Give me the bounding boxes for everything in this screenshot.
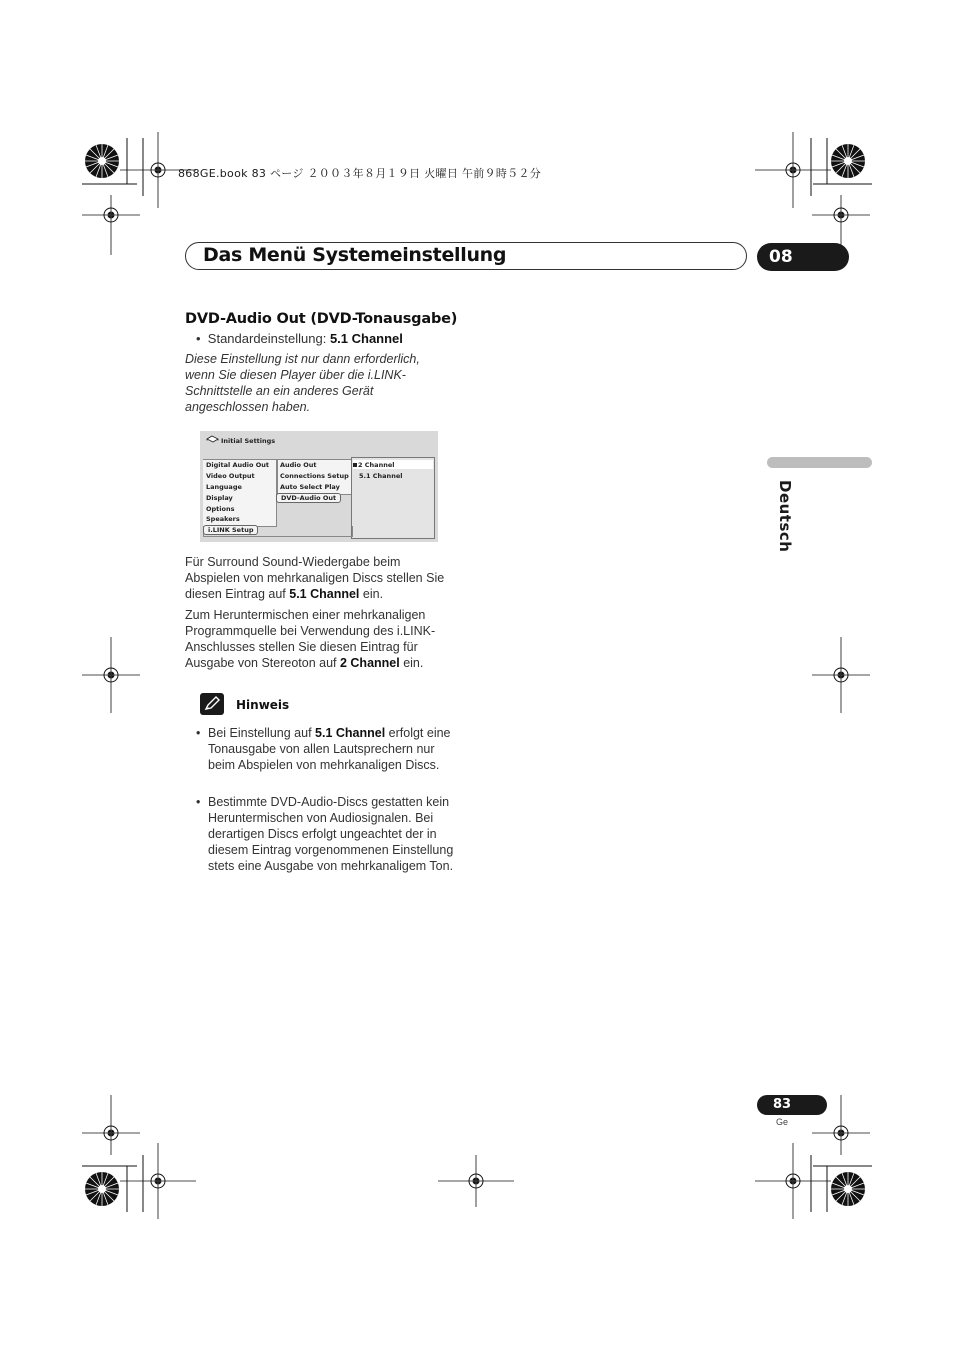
page-number-badge: 83 — [757, 1095, 827, 1115]
language-tab-label: Deutsch — [776, 480, 794, 553]
screen-menu-item: Digital Audio Out — [206, 461, 270, 469]
screen-submenu-item: Audio Out — [280, 461, 317, 469]
page-title: Das Menü Systemeinstellung — [203, 244, 507, 266]
screen-option-item-selected — [353, 461, 394, 469]
screen-menu-item: Speakers — [206, 515, 240, 523]
paragraph-surround — [185, 554, 457, 602]
hint-bullet — [208, 725, 456, 773]
paragraph-text: ein. — [359, 587, 384, 601]
book-info-line: 868GE.book 83 ページ ２００３年８月１９日 火曜日 午前９時５２分 — [178, 167, 542, 180]
disc-tray-icon — [206, 435, 219, 443]
bullet-emphasis: 5.1 Channel — [315, 726, 386, 740]
default-setting-value: 5.1 Channel — [329, 331, 403, 346]
bullet-text: Bei Einstellung auf — [208, 726, 316, 740]
selection-marker-icon — [353, 463, 357, 467]
screen-submenu-item-selected: DVD-Audio Out — [276, 493, 341, 503]
pencil-note-icon — [200, 693, 224, 715]
screen-menu-item: Video Output — [206, 472, 255, 480]
screen-menu-item: Options — [206, 505, 235, 513]
screen-menu-item: Language — [206, 483, 242, 491]
screen-options-panel — [351, 457, 435, 539]
default-setting-label: Standardeinstellung: — [207, 331, 330, 346]
paragraph-emphasis: 2 Channel — [339, 656, 400, 670]
default-setting-line — [196, 331, 403, 346]
screen-option-item: 5.1 Channel — [359, 472, 403, 480]
option-label: 2 Channel — [358, 461, 395, 469]
paragraph-text: Für Surround Sound-Wiedergabe beim Abspielen von mehrkanaligen Discs stellen Sie diesen Eintrag auf — [185, 555, 445, 601]
language-tab-bar — [767, 457, 872, 468]
settings-screen-illustration — [200, 431, 438, 542]
hint-bullet: • Bestimmte DVD-Audio-Discs gestatten kein Heruntermischen von Audiosignalen. Bei derartigen Discs erfolgt ungeachtet der in diesem Eintrag vorgenommenen Einstellung stets eine Ausgabe von mehrkanaligem Ton. — [208, 794, 456, 874]
section-note: Diese Einstellung ist nur dann erforderlich, wenn Sie diesen Player über die i.LINK-Schnittstelle an ein anderes Gerät angeschlossen haben. — [185, 352, 420, 414]
screen-menu-item-selected: i.LINK Setup — [203, 525, 258, 535]
hint-heading: Hinweis — [236, 698, 290, 712]
screen-title: Initial Settings — [221, 437, 276, 445]
chapter-number-badge: 08 — [757, 243, 849, 271]
paragraph-text: ein. — [399, 656, 424, 670]
page-language-code: Ge — [776, 1117, 789, 1127]
bullet-glyph: • — [196, 331, 208, 346]
section-title: DVD-Audio Out (DVD-Tonausgabe) — [185, 311, 458, 327]
bullet-text: erfolgt eine Tonausgabe von allen Lautsprechern nur beim Abspielen von mehrkanaligen Discs. — [208, 726, 451, 772]
screen-menu-item: Display — [206, 494, 233, 502]
pencil-icon — [200, 693, 224, 715]
paragraph-text: Zum Heruntermischen einer mehrkanaligen Programmquelle bei Verwendung des i.LINK-Anschlusses stellen Sie diesen Eintrag für Ausgabe von Stereoton auf — [185, 608, 436, 670]
screen-submenu-item: Connections Setup — [280, 472, 349, 480]
paragraph-downmix — [185, 607, 457, 671]
paragraph-emphasis: 5.1 Channel — [289, 587, 360, 601]
screen-submenu-item: Auto Select Play — [280, 483, 340, 491]
